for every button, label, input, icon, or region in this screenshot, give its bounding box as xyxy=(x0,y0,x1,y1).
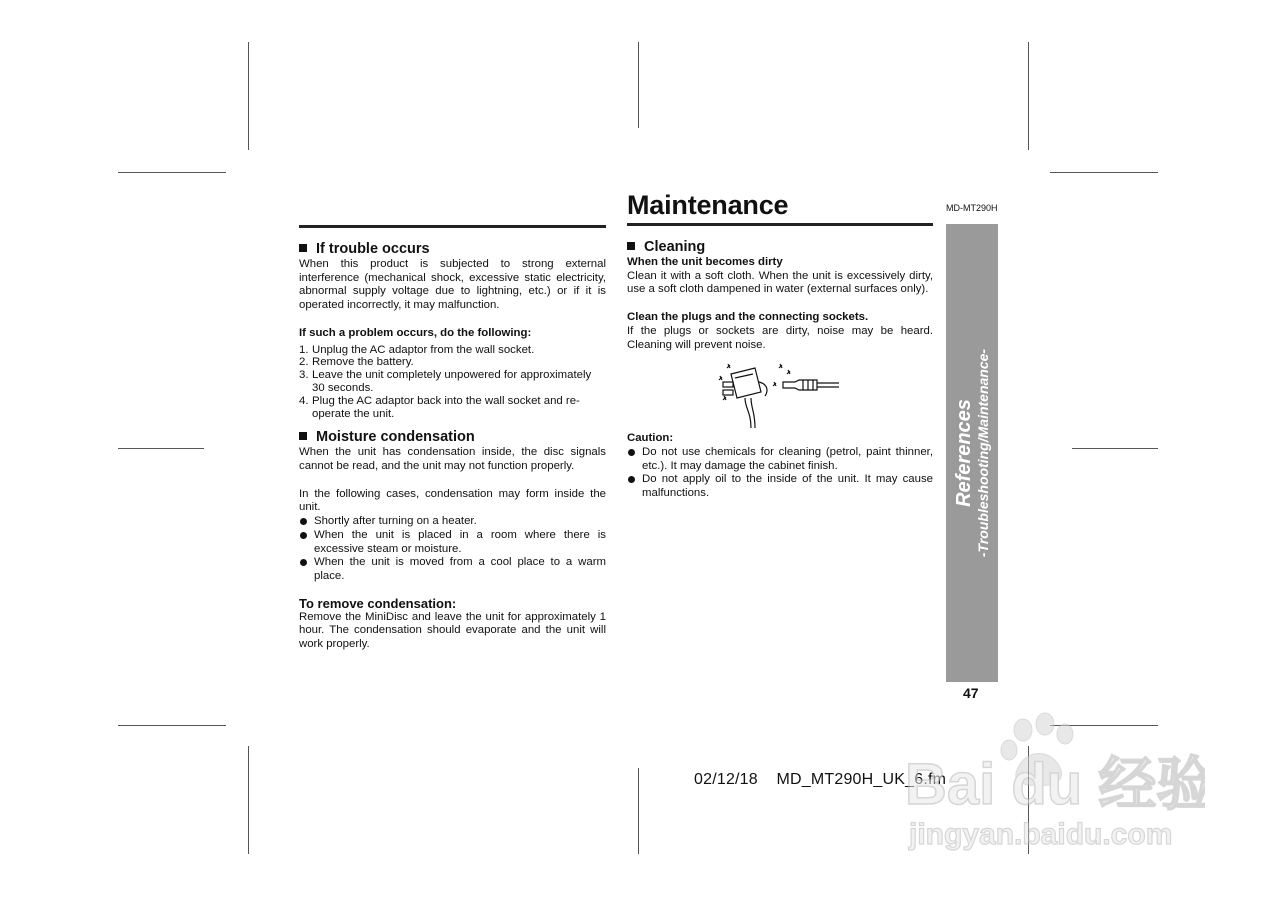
page-number: 47 xyxy=(963,685,979,701)
header-rule-left xyxy=(299,225,606,228)
plugs-body: If the plugs or sockets are dirty, noise may be heard. Cleaning will prevent noise. xyxy=(627,324,933,351)
moisture-body-1: When the unit has condensation inside, the disc signals cannot be read, and the unit may not function properly. xyxy=(299,446,606,472)
plugs-heading: Clean the plugs and the connecting sockets. xyxy=(627,311,869,324)
crop-mark xyxy=(1050,172,1158,173)
remove-heading: To remove condensation: xyxy=(299,595,457,611)
list-item: Do not use chemicals for cleaning (petrol, paint thinner, etc.). It may damage the cabinet finish. xyxy=(627,446,933,473)
section-heading xyxy=(299,428,606,446)
step-number: 3. xyxy=(299,369,309,382)
trouble-heading: If trouble occurs xyxy=(316,241,430,257)
section-heading xyxy=(299,240,606,258)
list-item: When the unit is placed in a room where there is excessive steam or moisture. xyxy=(299,529,606,556)
crop-mark xyxy=(1028,42,1029,150)
step-number: 1. xyxy=(299,343,309,356)
trouble-body: When this product is subjected to strong external interference (mechanical shock, excessive static electricity, abnormal supply voltage due to lightning, etc.) or if it is operated incorrectly, it may malfunction. xyxy=(299,258,606,312)
moisture-body-2: In the following cases, condensation may form inside the unit. xyxy=(299,487,606,514)
list-item: When the unit is moved from a cool place to a warm place. xyxy=(299,556,606,583)
footer-text: 02/12/18 MD_MT290H_UK_6.fm xyxy=(694,771,947,788)
square-bullet-icon xyxy=(627,242,635,250)
crop-mark xyxy=(118,172,226,173)
step-text: Leave the unit completely unpowered for approximately 30 seconds. xyxy=(312,369,592,394)
crop-mark xyxy=(638,768,639,854)
left-column xyxy=(299,240,606,652)
watermark-url: jingyan.baidu.com xyxy=(909,818,1173,851)
sidebar-subtitle: -Troubleshooting/Maintenance- xyxy=(975,348,991,558)
crop-mark xyxy=(118,448,204,449)
sidebar-label xyxy=(953,243,991,663)
step-text: Plug the AC adaptor back into the wall socket and re-operate the unit. xyxy=(312,394,580,420)
caution-heading: Caution: xyxy=(627,432,674,445)
plug-cleaning-icon xyxy=(627,352,933,430)
crop-mark xyxy=(248,746,249,854)
trouble-steps xyxy=(299,344,606,421)
crop-mark xyxy=(1072,448,1158,449)
watermark xyxy=(905,712,1205,862)
dirty-heading: When the unit becomes dirty xyxy=(627,256,783,268)
list-item xyxy=(299,369,606,395)
step-text: Unplug the AC adaptor from the wall socket. xyxy=(312,343,535,356)
remove-body: Remove the MiniDisc and leave the unit for approximately 1 hour. The condensation should evaporate and the unit will work properly. xyxy=(299,610,606,651)
header-rule-right xyxy=(627,223,933,226)
square-bullet-icon xyxy=(299,432,307,440)
step-text: Remove the battery. xyxy=(312,356,414,369)
square-bullet-icon xyxy=(299,244,307,252)
moisture-bullets xyxy=(299,515,606,584)
section-heading xyxy=(627,238,933,256)
model-number: MD-MT290H xyxy=(946,203,998,213)
crop-mark xyxy=(638,42,639,128)
list-item xyxy=(299,395,606,421)
cleaning-heading: Cleaning xyxy=(644,239,706,255)
step-number: 4. xyxy=(299,394,309,407)
crop-mark xyxy=(248,42,249,150)
watermark-brand: Bai du 经验 xyxy=(905,752,1205,817)
plug-illustration xyxy=(627,352,933,430)
caution-bullets xyxy=(627,446,933,501)
dirty-body: Clean it with a soft cloth. When the unit is excessively dirty, use a soft cloth dampened in water (external surfaces only). xyxy=(627,269,933,296)
page-title: Maintenance xyxy=(627,190,789,220)
trouble-subheading: If such a problem occurs, do the following: xyxy=(299,326,532,339)
baidu-watermark-icon xyxy=(905,712,1205,862)
list-item: Shortly after turning on a heater. xyxy=(299,515,606,529)
step-number: 2. xyxy=(299,356,309,369)
sidebar-title: References xyxy=(953,399,975,507)
list-item xyxy=(299,344,606,357)
crop-mark xyxy=(118,725,226,726)
list-item: Do not apply oil to the inside of the unit. It may cause malfunctions. xyxy=(627,473,933,500)
right-column xyxy=(627,238,933,501)
moisture-heading: Moisture condensation xyxy=(316,429,475,446)
list-item xyxy=(299,356,606,369)
